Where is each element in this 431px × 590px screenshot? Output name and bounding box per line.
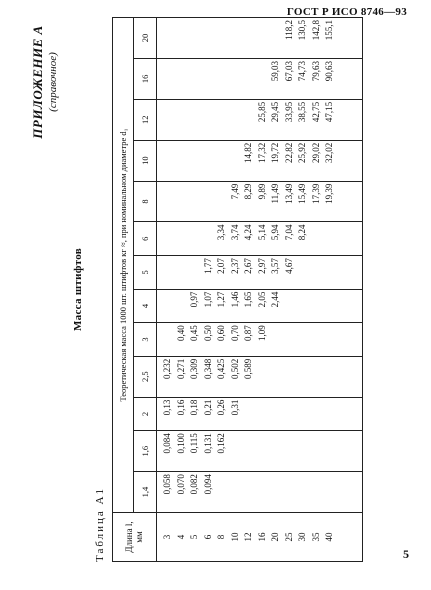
mass-value: 38,55 [297,101,307,123]
mass-value: 59,03 [270,60,280,82]
mass-value: 7,04 [283,224,294,241]
mass-value: 0,589 [243,358,253,380]
mass-value [310,325,324,354]
mass-value [283,400,297,429]
appendix-title: ПРИЛОЖЕНИЕ А [30,25,45,139]
mass-value: 74,73 [297,60,307,82]
mass-value [161,20,175,56]
mass-values [161,184,337,220]
mass-value: 47,15 [324,101,334,123]
mass-value: 42,75 [310,101,321,123]
mass-values [161,102,337,138]
mass-value [215,184,229,220]
mass-value [188,184,202,220]
diameter-header: 12 [134,99,157,140]
mass-value: 2,37 [229,258,240,274]
length-value: 30 [297,532,307,542]
mass-column [157,222,363,256]
mass-value: 1,46 [229,291,240,308]
mass-value [242,474,256,510]
mass-value [229,102,243,138]
mass-value [242,400,256,429]
mass-value [242,102,256,138]
mass-value [175,292,189,321]
mass-value [256,433,270,469]
mass-value: 3,74 [229,224,240,241]
mass-value [161,102,175,138]
length-value: 35 [310,532,321,542]
mass-value [161,184,175,220]
length-value: 5 [189,534,199,540]
mass-value: 0,100 [175,433,186,454]
appendix-heading [30,17,59,147]
mass-value: 17,32 [256,142,267,163]
length-value: 4 [175,534,186,540]
diameter-header: 1,6 [134,431,157,472]
diameter-header: 16 [134,58,157,99]
mass-value [175,184,189,220]
mass-value [188,61,202,97]
mass-table [112,17,363,562]
mass-value [269,400,283,429]
mass-value: 0,40 [175,325,186,341]
mass-value: 0,115 [189,433,199,454]
appendix-subtitle: (справочное) [47,52,59,112]
mass-value [323,325,337,354]
mass-value: 5,94 [270,224,280,241]
mass-values [161,20,337,56]
mass-value: 0,058 [162,474,172,495]
mass-value: 3,57 [270,258,280,274]
mass-value [323,258,337,287]
mass-value: 22,82 [283,142,294,163]
mass-column [157,140,363,181]
diameter-header: 4 [134,289,157,323]
diameter-header-row [134,18,157,562]
mass-value: 11,49 [270,183,280,204]
mass-value: 0,309 [189,358,199,380]
length-value: 3 [162,534,172,540]
length-value: 16 [256,532,267,542]
mass-value [256,400,270,429]
mass-value: 2,97 [256,258,267,274]
mass-value: 0,070 [175,474,186,495]
mass-value [310,400,324,429]
mass-value [256,474,270,510]
diameter-header: 10 [134,140,157,181]
mass-column [157,181,363,222]
mass-value: 0,18 [189,399,199,416]
mass-values [161,325,337,354]
page-number: 5 [403,547,409,561]
mass-values [161,400,337,429]
mass-value: 3,34 [216,224,226,241]
mass-value [229,61,243,97]
mass-value: 25,92 [297,142,307,163]
mass-value [283,433,297,469]
mass-value [188,143,202,179]
mass-value [269,359,283,395]
mass-value [161,143,175,179]
mass-values [161,224,337,253]
mass-value: 0,348 [202,358,213,380]
mass-value: 0,50 [202,325,213,341]
mass-value [188,224,202,253]
length-value: 25 [283,532,294,542]
mass-value: 0,094 [202,474,213,495]
length-value: 40 [324,532,334,542]
mass-value [175,224,189,253]
length-value: 6 [202,534,213,540]
mass-value [296,433,310,469]
mass-value [269,474,283,510]
mass-value: 7,49 [229,183,240,200]
mass-value: 118,2 [283,20,294,40]
section-title: Масса штифтов [72,248,84,331]
mass-value: 19,39 [324,183,334,204]
mass-value: 4,24 [243,224,253,241]
mass-value: 5,14 [256,224,267,241]
mass-value: 2,44 [270,291,280,308]
rotated-content [30,17,410,562]
length-value: 10 [229,532,240,542]
mass-value: 0,13 [162,399,172,416]
mass-value: 0,45 [189,325,199,341]
mass-value: 1,07 [202,291,213,308]
mass-column [157,431,363,472]
mass-value [161,258,175,287]
mass-value [296,400,310,429]
mass-value [323,433,337,469]
mass-value [310,474,324,510]
mass-value: 79,63 [310,60,321,82]
table-caption: Теоретическая масса 1000 шт. штифтов кг ≈, при номинальном диаметре d₁ [113,18,134,513]
mass-value [283,325,297,354]
mass-value [269,433,283,469]
mass-value: 0,60 [216,325,226,341]
mass-value: 1,77 [202,258,213,274]
mass-value: 155,1 [324,20,334,41]
mass-value [161,292,175,321]
mass-value: 142,8 [310,20,321,41]
mass-value: 2,05 [256,291,267,308]
mass-value: 0,31 [229,399,240,416]
mass-value [175,258,189,287]
mass-column [157,356,363,397]
length-column [157,513,363,562]
mass-value [310,258,324,287]
mass-column [157,289,363,323]
diameter-header: 20 [134,18,157,59]
mass-value [215,474,229,510]
mass-value [161,325,175,354]
mass-value: 67,03 [283,60,294,82]
mass-value [175,20,189,56]
mass-value [175,143,189,179]
mass-value [215,143,229,179]
mass-value [296,359,310,395]
mass-column [157,256,363,290]
mass-column [157,323,363,357]
mass-value: 0,425 [216,358,226,380]
length-value: 20 [270,532,280,542]
document-header: ГОСТ Р ИСО 8746—93 [286,6,407,18]
mass-value: 1,09 [256,325,267,341]
mass-value: 17,39 [310,183,321,204]
mass-value [161,61,175,97]
mass-value [242,61,256,97]
mass-column [157,99,363,140]
mass-value [229,143,243,179]
mass-value [202,61,216,97]
mass-value [310,433,324,469]
mass-value: 1,27 [216,291,226,308]
mass-value: 2,07 [216,258,226,274]
diameter-header: 3 [134,323,157,357]
mass-value [323,474,337,510]
mass-value [215,20,229,56]
mass-values [161,474,337,510]
mass-values [161,143,337,179]
mass-value [323,400,337,429]
diameter-header: 1,4 [134,472,157,513]
length-value: 8 [216,534,226,540]
mass-value [323,224,337,253]
mass-value [229,474,243,510]
mass-value [256,61,270,97]
mass-value: 1,65 [243,291,253,308]
mass-value [229,433,243,469]
mass-value [283,474,297,510]
mass-value [188,102,202,138]
mass-value [175,61,189,97]
mass-values [161,433,337,469]
mass-value: 25,85 [256,101,267,123]
mass-column [157,472,363,513]
mass-value [202,224,216,253]
mass-value [215,102,229,138]
diameter-header: 5 [134,256,157,290]
mass-value [202,102,216,138]
mass-value: 0,082 [189,474,199,495]
mass-value [202,143,216,179]
mass-value: 13,49 [283,183,294,204]
mass-value [242,433,256,469]
mass-value [215,61,229,97]
mass-value: 4,67 [283,258,294,274]
mass-value [242,20,256,56]
mass-value [256,359,270,395]
mass-value [310,224,324,253]
mass-value: 8,29 [243,183,253,200]
mass-value [283,292,297,321]
mass-value [296,292,310,321]
table-label: Таблица А1 [94,487,106,562]
mass-value [269,20,283,56]
mass-value [256,20,270,56]
mass-values [161,292,337,321]
mass-value: 14,82 [243,142,253,163]
mass-value: 90,63 [324,60,334,82]
mass-value: 0,70 [229,325,240,341]
mass-value [202,20,216,56]
mass-value: 29,02 [310,142,321,163]
mass-value: 29,45 [270,101,280,123]
mass-column [157,397,363,431]
length-values [161,515,337,559]
mass-value: 15,49 [297,183,307,204]
mass-value [188,258,202,287]
mass-value: 8,24 [297,224,307,241]
mass-value [202,184,216,220]
length-value: 12 [243,532,253,542]
mass-value: 9,89 [256,183,267,200]
mass-value: 0,084 [162,433,172,454]
diameter-header: 8 [134,181,157,222]
mass-value [296,258,310,287]
diameter-header: 2,5 [134,356,157,397]
mass-value: 0,131 [202,433,213,454]
mass-values [161,258,337,287]
mass-value: 0,502 [229,358,240,380]
length-header: Длина l, мм [113,513,157,562]
diameter-header: 6 [134,222,157,256]
mass-value [296,474,310,510]
mass-value: 0,21 [202,399,213,416]
mass-value: 0,87 [243,325,253,341]
mass-value: 0,26 [216,399,226,416]
table-row [157,18,363,562]
mass-value: 32,02 [324,142,334,163]
mass-value [161,224,175,253]
mass-value [188,20,202,56]
mass-values [161,61,337,97]
mass-value: 0,271 [175,358,186,380]
mass-column [157,18,363,59]
mass-column [157,58,363,99]
mass-value: 33,95 [283,101,294,123]
mass-value: 19,72 [270,142,280,163]
mass-values [161,359,337,395]
mass-value [229,20,243,56]
mass-value: 130,5 [297,20,307,41]
mass-value: 0,97 [189,291,199,308]
diameter-header: 2 [134,397,157,431]
mass-value [296,325,310,354]
mass-value [175,102,189,138]
mass-value: 2,67 [243,258,253,274]
mass-value: 0,16 [175,399,186,416]
mass-value: 0,232 [162,358,172,380]
mass-value [269,325,283,354]
mass-value [283,359,297,395]
mass-value [310,359,324,395]
mass-value [310,292,324,321]
mass-value [323,292,337,321]
mass-value [323,359,337,395]
mass-value: 0,162 [216,433,226,454]
